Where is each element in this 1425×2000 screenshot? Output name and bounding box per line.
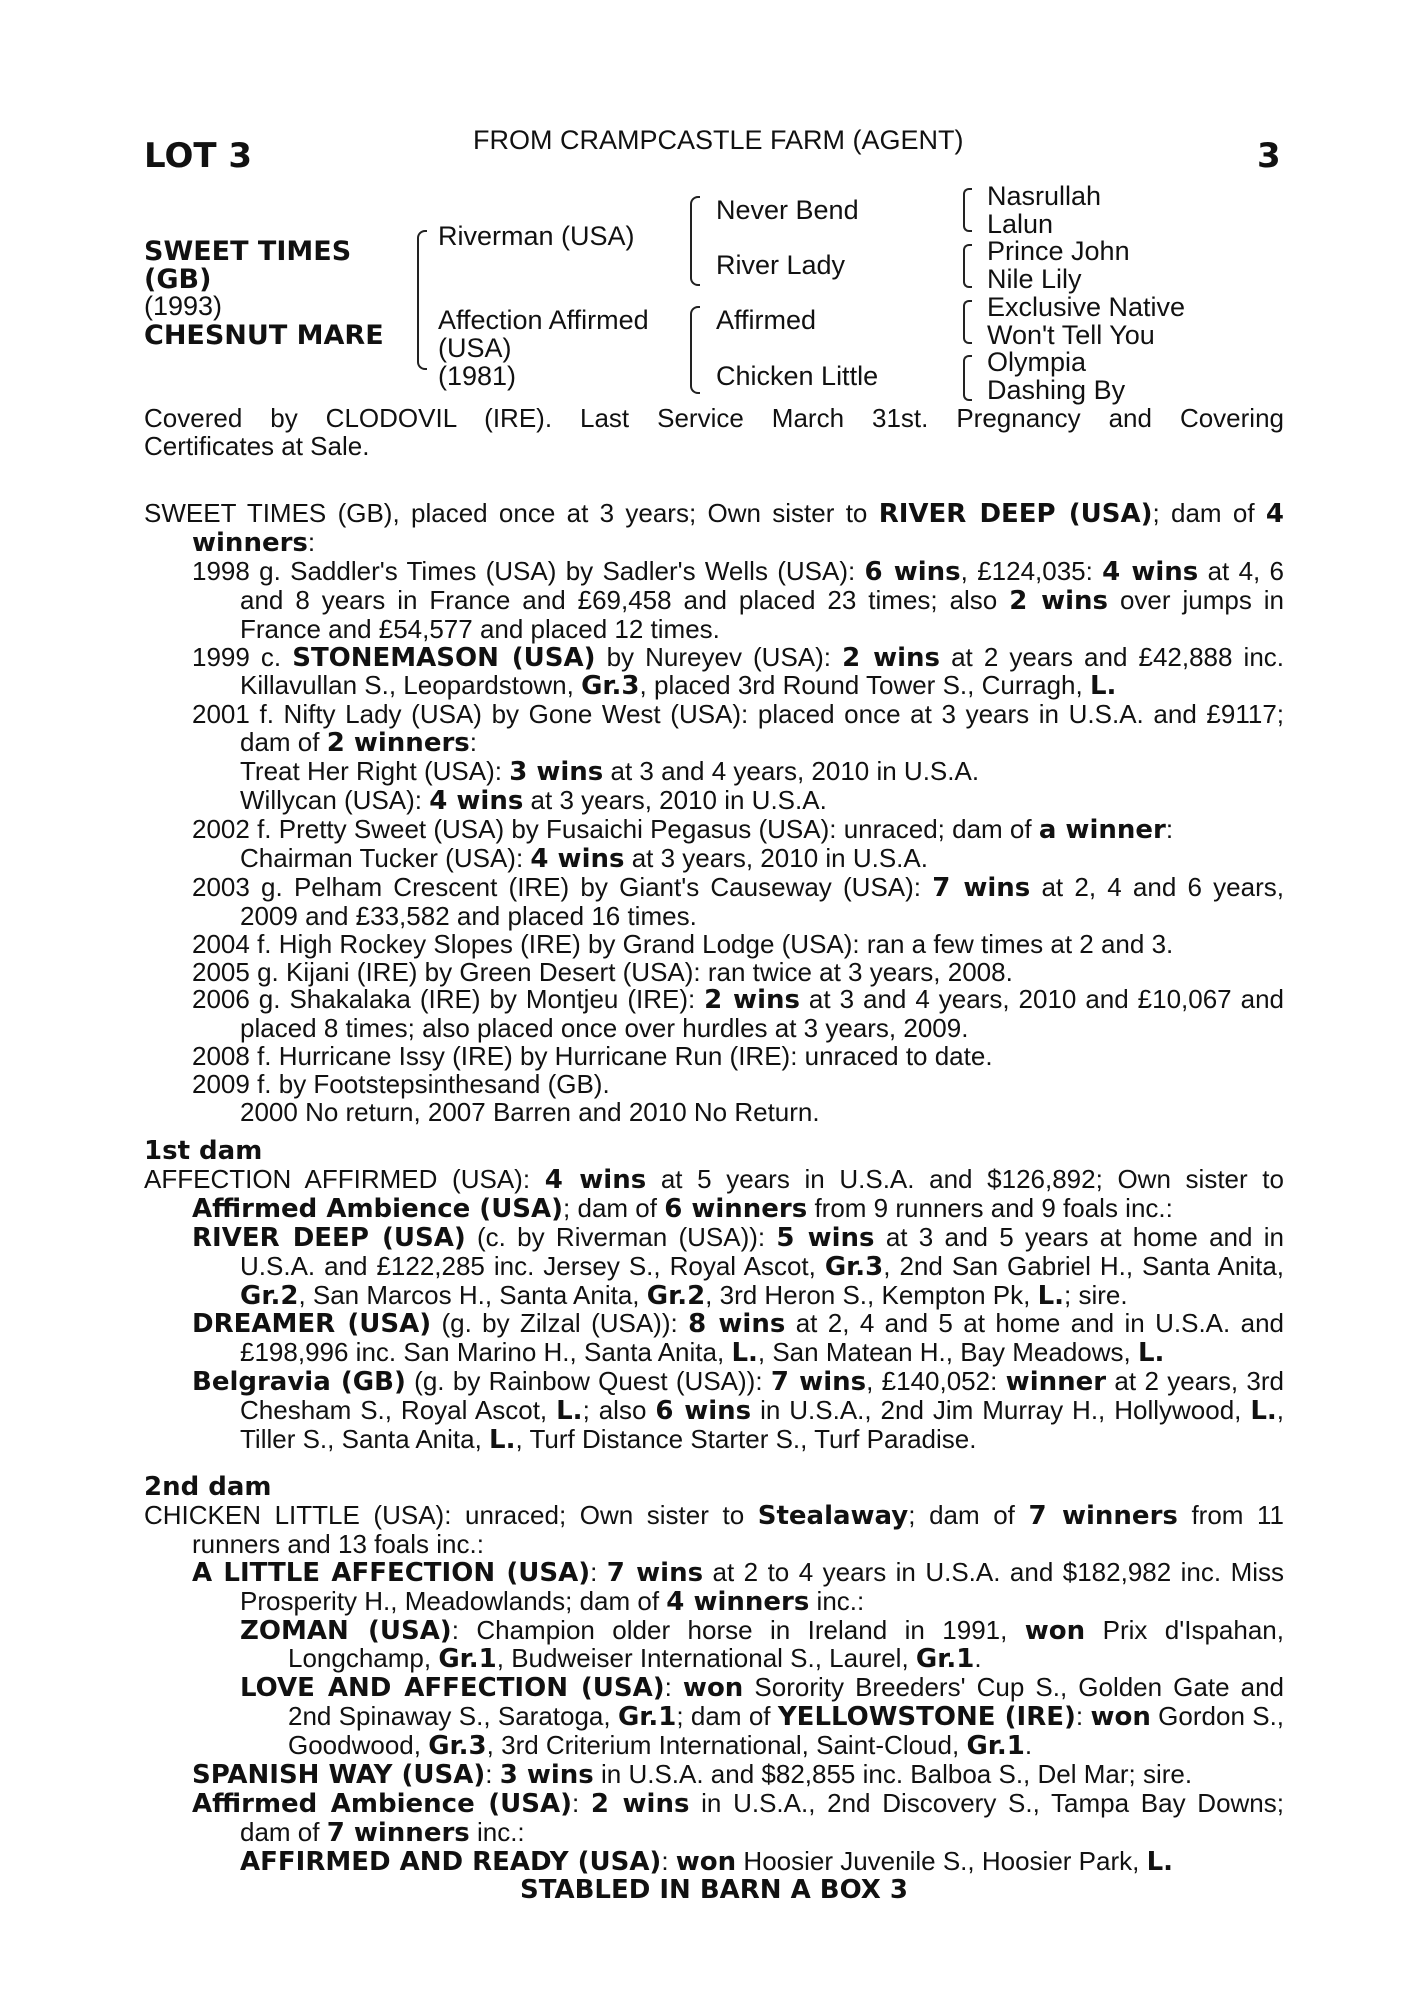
produce-1998: 1998 g. Saddler's Times (USA) by Sadler's Wells (USA): 6 wins, £124,035: 4 wins at 4, 6 and 8 years in France and £69,458 and placed 23 times; also 2 wins over jumps in France and £54,577 and placed 12 times. bbox=[192, 555, 1285, 644]
second-dam-zoman: ZOMAN (USA): Champion older horse in Ireland in 1991, won Prix d'Ispahan, Longchamp, Gr.1, Budweiser International S., Laurel, Gr.1. bbox=[240, 1614, 1284, 1675]
horse-name: SWEET TIMES bbox=[144, 236, 352, 267]
second-dam-love-and-affection: LOVE AND AFFECTION (USA): won Sorority Breeders' Cup S., Golden Gate and 2nd Spinaway S., Saratoga, Gr.1; dam of YELLOWSTONE (IRE): won Gordon S., Goodwood, Gr.3, 3rd Criterium International, Saint-Cloud, Gr.1. bbox=[240, 1672, 1285, 1762]
pedigree-bracket-g1 bbox=[963, 188, 972, 232]
pedigree-g1: Nasrullah bbox=[987, 181, 1102, 211]
first-dam-heading: 1st dam bbox=[144, 1136, 263, 1166]
horse-year: (1993) bbox=[144, 291, 223, 321]
produce-1999: 1999 c. STONEMASON (USA) by Nureyev (USA): 2 wins at 2 years and £42,888 inc. Killavullan S., Leopardstown, Gr.3, placed 3rd Round Tower S., Curragh, L. bbox=[192, 641, 1285, 702]
produce-2002-foal-1: Chairman Tucker (USA): 4 wins at 3 years, 2010 in U.S.A. bbox=[240, 842, 928, 874]
first-dam-section bbox=[144, 1138, 1284, 1455]
lot-number: 3 bbox=[1257, 136, 1281, 176]
first-dam-dreamer: DREAMER (USA) (g. by Zilzal (USA)): 8 wins at 2, 4 and 5 at home and in U.S.A. and £198,996 inc. San Marino H., Santa Anita, L., San Matean H., Bay Meadows, L. bbox=[192, 1308, 1285, 1369]
produce-no-return: 2000 No return, 2007 Barren and 2010 No Return. bbox=[240, 1097, 820, 1128]
produce-2006: 2006 g. Shakalaka (IRE) by Montjeu (IRE): 2 wins at 3 and 4 years, 2010 and £10,067 and placed 8 times; also placed once over hurdles at 3 years, 2009. bbox=[192, 984, 1284, 1044]
pedigree-g7: Olympia bbox=[987, 347, 1087, 377]
second-dam-a-little-affection: A LITTLE AFFECTION (USA): 7 wins at 2 to 4 years in U.S.A. and $182,982 inc. Miss Prosperity H., Meadowlands; dam of 4 winners inc.: bbox=[192, 1556, 1285, 1617]
pedigree-g2: Lalun bbox=[987, 209, 1054, 239]
pedigree-g4: Nile Lily bbox=[987, 264, 1082, 294]
first-dam-river-deep: RIVER DEEP (USA) (c. by Riverman (USA)): 5 wins at 3 and 5 years at home and in U.S.A. and £122,285 inc. Jersey S., Royal Ascot, Gr.3, 2nd San Gabriel H., Santa Anita, Gr.2, San Marcos H., Santa Anita, Gr.2, 3rd Heron S., Kempton Pk, L.; sire. bbox=[192, 1221, 1285, 1311]
pedigree-g5: Exclusive Native bbox=[987, 292, 1186, 322]
pedigree-g3: Prince John bbox=[987, 236, 1130, 266]
produce-2001: 2001 f. Nifty Lady (USA) by Gone West (USA): placed once at 3 years in U.S.A. and £9117; dam of 2 winners: bbox=[192, 699, 1284, 759]
second-dam-heading: 2nd dam bbox=[144, 1472, 272, 1502]
consignor: FROM CRAMPCASTLE FARM (AGENT) bbox=[473, 125, 964, 155]
pedigree-dam-dam: Chicken Little bbox=[716, 361, 879, 391]
produce-record bbox=[144, 500, 1284, 1127]
pedigree-sire-dam: River Lady bbox=[716, 250, 846, 280]
pedigree-bracket-g3 bbox=[963, 300, 972, 344]
pedigree-dam-sire: Affirmed bbox=[716, 305, 817, 335]
pedigree-bracket-dam bbox=[690, 306, 700, 394]
first-dam-intro: AFFECTION AFFIRMED (USA): 4 wins at 5 years in U.S.A. and $126,892; Own sister to Affirmed Ambience (USA); dam of 6 winners from 9 runners and 9 foals inc.: bbox=[144, 1163, 1284, 1224]
produce-2001-foal-1: Treat Her Right (USA): 3 wins at 3 and 4 years, 2010 in U.S.A. bbox=[240, 756, 980, 788]
horse-description: CHESNUT MARE bbox=[144, 320, 384, 351]
produce-2008: 2008 f. Hurricane Issy (IRE) by Hurricane Run (IRE): unraced to date. bbox=[192, 1041, 993, 1072]
produce-2001-foal-2: Willycan (USA): 4 wins at 3 years, 2010 in U.S.A. bbox=[240, 785, 827, 817]
second-dam-spanish-way: SPANISH WAY (USA): 3 wins in U.S.A. and $82,855 inc. Balboa S., Del Mar; sire. bbox=[192, 1759, 1193, 1791]
covered-note bbox=[144, 404, 1284, 460]
produce-2005: 2005 g. Kijani (IRE) by Green Desert (USA): ran twice at 3 years, 2008. bbox=[192, 956, 1013, 987]
horse-country: (GB) bbox=[144, 264, 212, 295]
produce-2004: 2004 f. High Rockey Slopes (IRE) by Grand Lodge (USA): ran a few times at 2 and 3. bbox=[192, 928, 1174, 959]
pedigree-g8: Dashing By bbox=[987, 375, 1126, 405]
pedigree-dam-year: (1981) bbox=[438, 361, 517, 391]
pedigree-dam: Affection Affirmed bbox=[438, 305, 649, 335]
lot-label: LOT 3 bbox=[144, 136, 253, 176]
produce-2003: 2003 g. Pelham Crescent (IRE) by Giant's Causeway (USA): 7 wins at 2, 4 and 6 years, 2009 and £33,582 and placed 16 times. bbox=[192, 871, 1284, 931]
produce-2009: 2009 f. by Footstepsinthesand (GB). bbox=[192, 1069, 610, 1100]
second-dam-affirmed-ambience: Affirmed Ambience (USA): 2 wins in U.S.A., 2nd Discovery S., Tampa Bay Downs; dam of 7 winners inc.: bbox=[192, 1787, 1284, 1848]
pedigree-sire-sire: Never Bend bbox=[716, 195, 859, 225]
covered-line-1: Covered by CLODOVIL (IRE). Last Service March 31st. Pregnancy and Covering bbox=[144, 403, 1284, 433]
pedigree-bracket-sire bbox=[690, 196, 700, 286]
pedigree-bracket-g2 bbox=[963, 244, 972, 288]
produce-2002: 2002 f. Pretty Sweet (USA) by Fusaichi Pegasus (USA): unraced; dam of a winner: bbox=[192, 813, 1174, 845]
pedigree-sire: Riverman (USA) bbox=[438, 221, 635, 251]
second-dam-affirmed-and-ready: AFFIRMED AND READY (USA): won Hoosier Juvenile S., Hoosier Park, L. bbox=[240, 1845, 1174, 1877]
pedigree-bracket-g4 bbox=[963, 355, 972, 401]
pedigree-bracket-main bbox=[417, 230, 427, 370]
first-dam-belgravia: Belgravia (GB) (g. by Rainbow Quest (USA)): 7 wins, £140,052: winner at 2 years, 3rd Chesham S., Royal Ascot, L.; also 6 wins in U.S.A., 2nd Jim Murray H., Hollywood, L., Tiller S., Santa Anita, L., Turf Distance Starter S., Turf Paradise. bbox=[192, 1366, 1285, 1456]
stabled-note: STABLED IN BARN A BOX 3 bbox=[520, 1874, 908, 1905]
second-dam-section bbox=[144, 1474, 1284, 1905]
produce-intro: SWEET TIMES (GB), placed once at 3 years; Own sister to RIVER DEEP (USA); dam of 4 winners: bbox=[144, 498, 1284, 558]
pedigree-g6: Won't Tell You bbox=[987, 320, 1155, 350]
pedigree-dam-country: (USA) bbox=[438, 333, 512, 363]
covered-line-2: Certificates at Sale. bbox=[144, 431, 370, 461]
second-dam-intro: CHICKEN LITTLE (USA): unraced; Own sister to Stealaway; dam of 7 winners from 11 runners and 13 foals inc.: bbox=[144, 1499, 1285, 1559]
